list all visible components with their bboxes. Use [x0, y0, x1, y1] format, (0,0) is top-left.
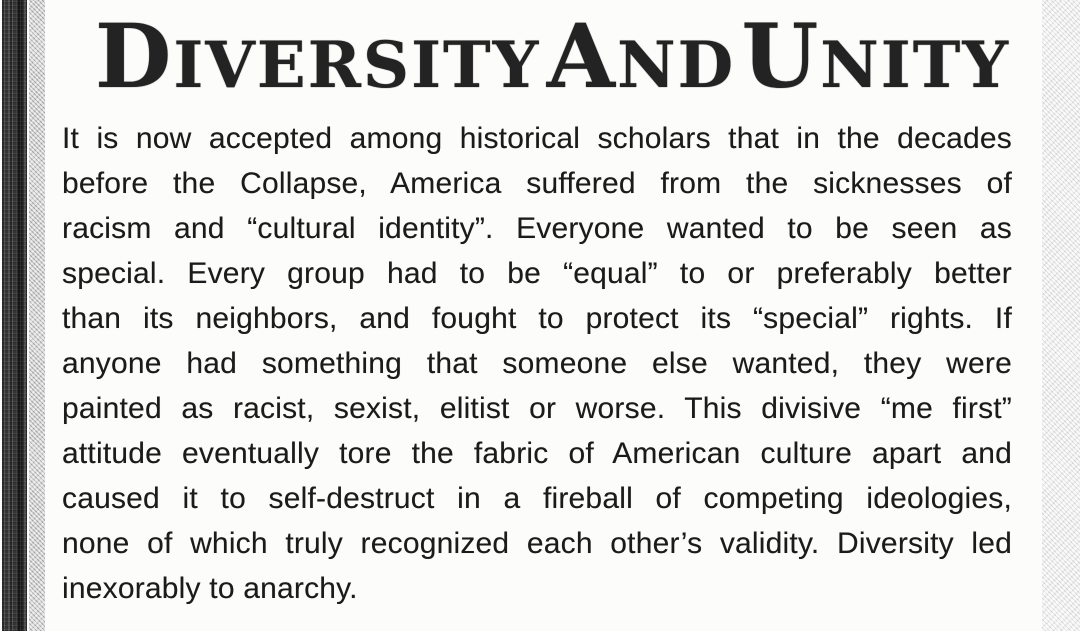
title-rest-letters: IVERSITY: [173, 28, 541, 103]
body-line: anyone had something that someone else wanted, they were: [62, 347, 1012, 380]
title-lead-letter: A: [546, 4, 618, 108]
title-word-and: [546, 4, 736, 108]
title-lead-letter: U: [741, 4, 821, 108]
title-rest-letters: NITY: [820, 28, 1010, 103]
body-line: special. Every group had to be “equal” to or preferably better: [62, 257, 1012, 290]
body-line: than its neighbors, and fought to protect its “special” rights. If: [62, 302, 1012, 335]
binding-strip-dark: [2, 0, 27, 631]
page-title: [95, 4, 1010, 108]
binding-strip-light: [29, 0, 45, 631]
title-lead-letter: D: [95, 4, 174, 108]
body-line: painted as racist, sexist, elitist or worse. This divisive “me first”: [62, 392, 1012, 425]
body-line: It is now accepted among historical scholars that in the decades: [62, 122, 1012, 155]
title-rest-letters: ND: [617, 28, 736, 103]
body-line: racism and “cultural identity”. Everyone wanted to be seen as: [62, 212, 1012, 245]
title-word-unity: [741, 4, 1011, 108]
body-line: caused it to self-destruct in a fireball of competing ideologies,: [62, 482, 1012, 515]
body-line: attitude eventually tore the fabric of American culture apart and: [62, 437, 1012, 470]
page-gutter-strip: [1042, 0, 1080, 631]
title-word-diversity: [95, 4, 541, 108]
body-paragraph: [62, 116, 1012, 611]
body-line: none of which truly recognized each other’s validity. Diversity led: [62, 527, 1012, 560]
body-line: inexorably to anarchy.: [62, 572, 358, 605]
body-line: before the Collapse, America suffered from the sicknesses of: [62, 167, 1012, 200]
